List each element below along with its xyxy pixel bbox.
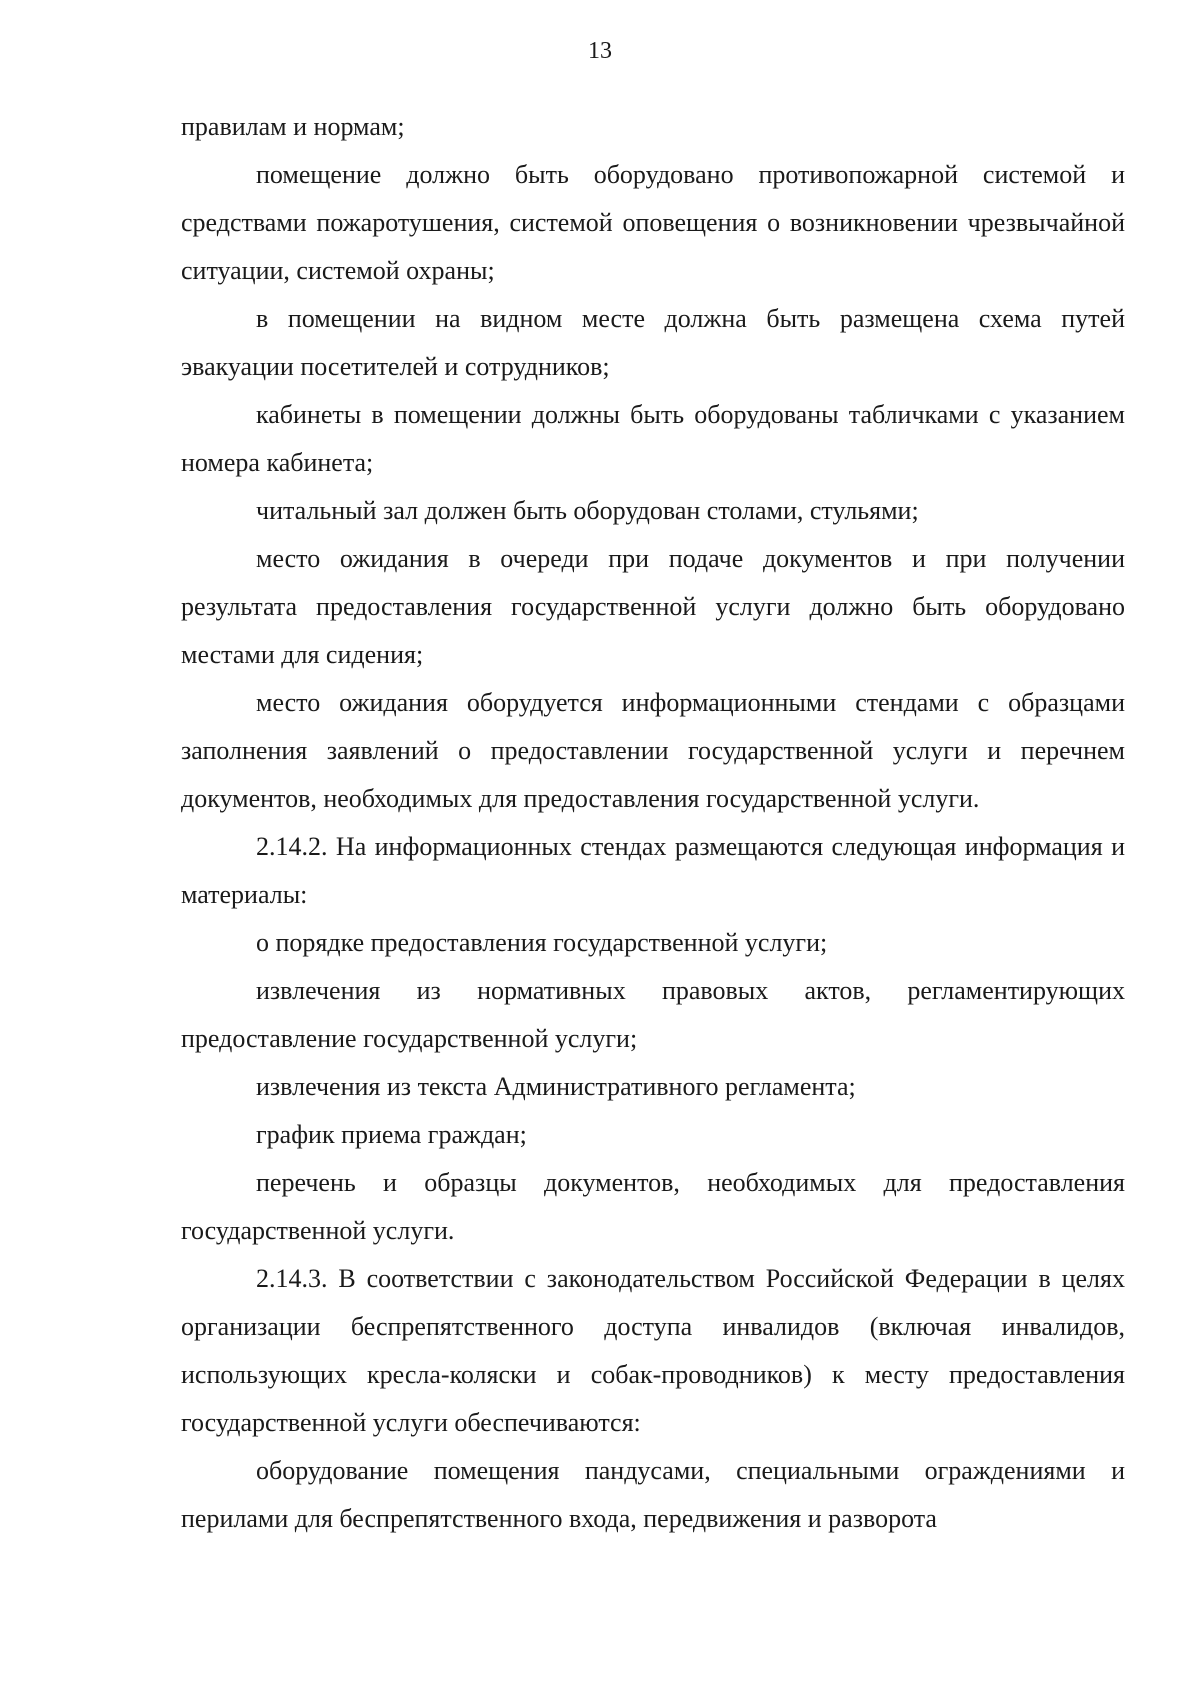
paragraph-info-stands: место ожидания оборудуется информационными стендами с образцами заполнения заявлений о предоставлении государственной услуги и перечнем документов, необходимых для предоставления государственной услуги. [181, 688, 1125, 813]
list-item-legal-acts: извлечения из нормативных правовых актов, регламентирующих предоставление государственной услуги; [181, 976, 1125, 1053]
list-item-regulation-extracts: извлечения из текста Административного регламента; [256, 1072, 856, 1101]
paragraph-section-2-14-2: 2.14.2. На информационных стендах размещаются следующая информация и материалы: [181, 832, 1125, 909]
paragraph-ramps-railings: оборудование помещения пандусами, специальными ограждениями и перилами для беспрепятственного входа, передвижения и разворота [181, 1456, 1125, 1533]
paragraph-waiting-seats: место ожидания в очереди при подаче документов и при получении результата предоставления государственной услуги должно быть оборудовано местами для сидения; [181, 544, 1125, 669]
paragraph-cabinet-signs: кабинеты в помещении должны быть оборудованы табличками с указанием номера кабинета; [181, 400, 1125, 477]
list-item-procedure: о порядке предоставления государственной услуги; [256, 928, 828, 957]
paragraph-section-2-14-3: 2.14.3. В соответствии с законодательством Российской Федерации в целях организации беспрепятственного доступа инвалидов (включая инвалидов, использующих кресла-коляски и собак-проводников) к месту предоставления государственной услуги обеспечиваются: [181, 1264, 1125, 1437]
paragraph-reading-room: читальный зал должен быть оборудован столами, стульями; [256, 496, 919, 525]
page-number: 13 [588, 38, 612, 64]
document-body [181, 103, 1125, 1543]
list-item-document-samples: перечень и образцы документов, необходимых для предоставления государственной услуги. [181, 1168, 1125, 1245]
list-item-reception-schedule: график приема граждан; [256, 1120, 527, 1149]
paragraph-fire-safety: помещение должно быть оборудовано противопожарной системой и средствами пожаротушения, системой оповещения о возникновении чрезвычайной ситуации, системой охраны; [181, 160, 1125, 285]
paragraph-evacuation-scheme: в помещении на видном месте должна быть размещена схема путей эвакуации посетителей и сотрудников; [181, 304, 1125, 381]
paragraph-continuation: правилам и нормам; [181, 112, 405, 141]
